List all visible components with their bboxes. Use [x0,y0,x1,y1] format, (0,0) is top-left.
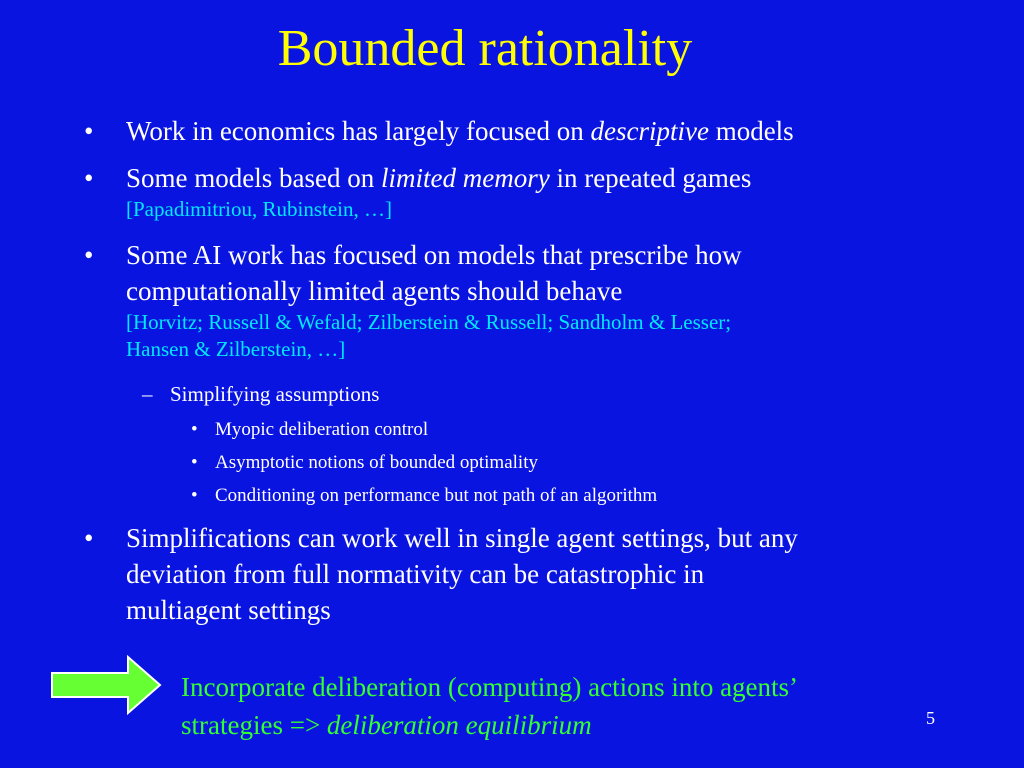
slide-title: Bounded rationality [277,20,693,77]
sub-sub-bullet-text: Asymptotic notions of bounded optimality [215,452,538,473]
bullet-italic-text: limited memory [380,163,550,193]
sub-bullet-simplifying [142,380,380,408]
dash-icon: – [142,382,153,406]
bullet-icon: • [84,523,94,553]
bullet-text: models [708,116,794,146]
bullet-text: multiagent settings [126,595,331,625]
bullet-text: deviation from full normativity can be catastrophic in [126,559,705,589]
sub-sub-bullet [191,417,429,443]
bullet-icon: • [191,419,198,440]
bullet-simplifications [84,520,1006,628]
bullet-text: Work in economics has largely focused on [126,116,591,146]
sub-sub-bullet-text: Myopic deliberation control [215,419,429,440]
conclusion-italic: deliberation equilibrium [326,710,592,740]
bullet-italic-text: descriptive [590,116,709,146]
bullet-text: computationally limited agents should behave [126,276,623,306]
right-arrow-icon [50,655,162,715]
bullet-icon: • [84,240,94,270]
bullet-limited-memory [84,160,1006,223]
citation: Hansen & Zilberstein, …] [126,337,346,361]
sub-sub-bullet [191,450,538,476]
sub-bullet-text: Simplifying assumptions [170,382,380,406]
conclusion-text [181,668,981,744]
sub-sub-bullet [191,483,658,509]
conclusion-line: strategies => [181,710,327,740]
bullet-icon: • [191,485,198,506]
bullet-text: Some AI work has focused on models that prescribe how [126,240,742,270]
bullet-text: in repeated games [549,163,752,193]
bullet-icon: • [191,452,198,473]
sub-sub-bullet-text: Conditioning on performance but not path of an algorithm [215,485,658,506]
citation: [Papadimitriou, Rubinstein, …] [126,197,392,221]
bullet-text: Simplifications can work well in single agent settings, but any [126,523,798,553]
bullet-ai-work [84,237,1006,363]
page-number: 5 [926,708,935,728]
bullet-text: Some models based on [126,163,381,193]
conclusion-line: Incorporate deliberation (computing) actions into agents’ [181,672,799,702]
bullet-icon: • [84,116,94,146]
bullet-descriptive-models [84,113,1006,149]
citation: [Horvitz; Russell & Wefald; Zilberstein & Russell; Sandholm & Lesser; [126,310,732,334]
bullet-icon: • [84,163,94,193]
